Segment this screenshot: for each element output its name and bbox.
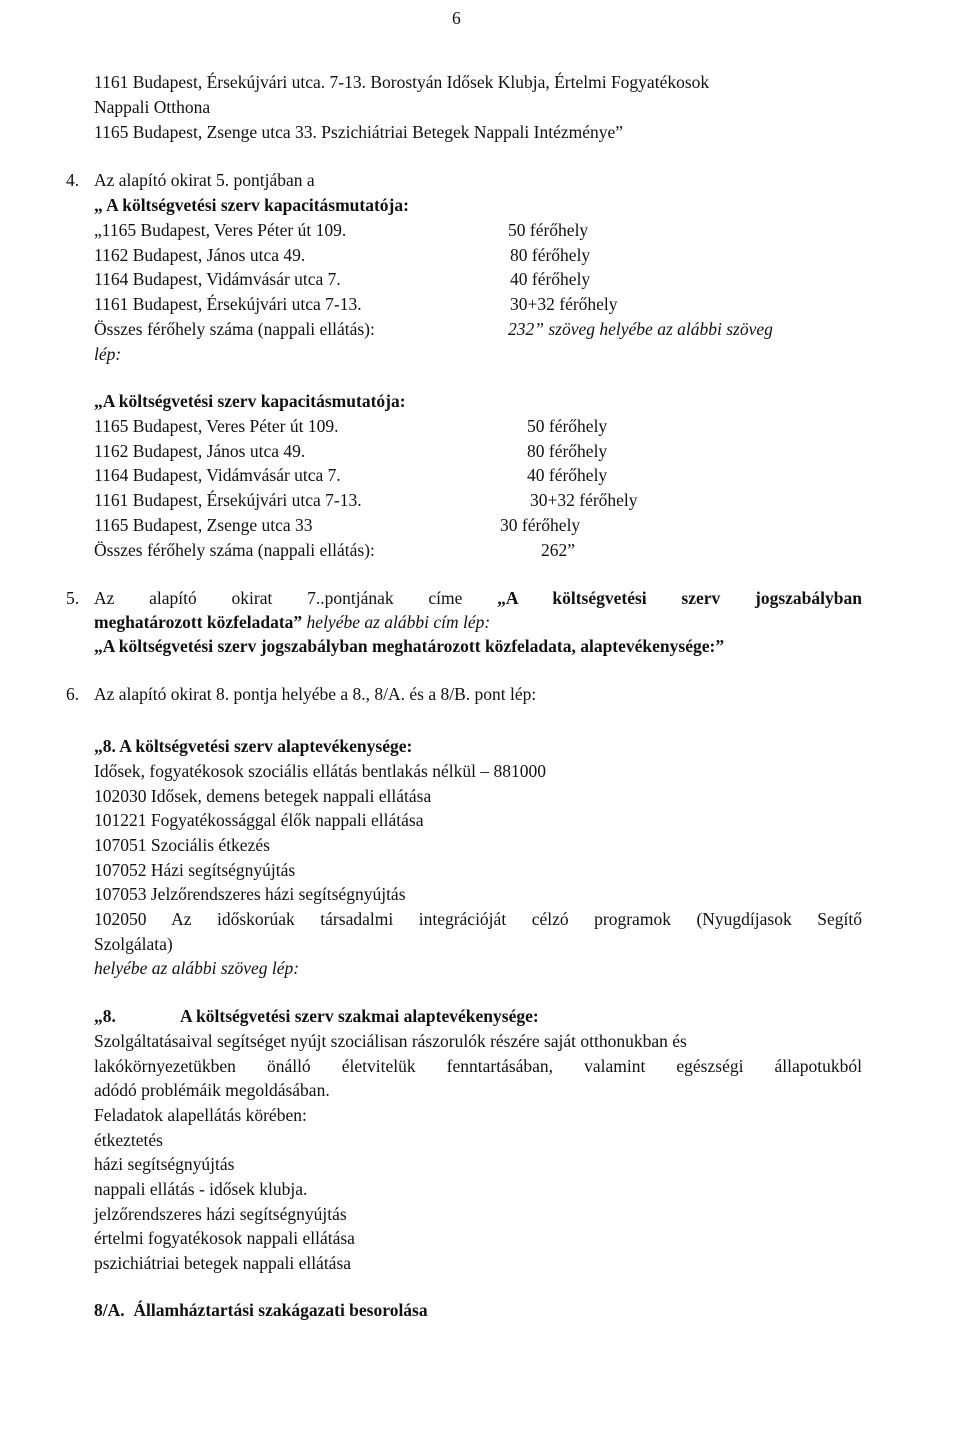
new-row-address: 1165 Budapest, Zsenge utca 33: [94, 515, 313, 535]
item5-lead: Az alapító okirat 7..pontjának címe: [94, 588, 463, 608]
task-item: pszichiátriai betegek nappali ellátása: [94, 1253, 352, 1273]
new-capacity-heading: „A költségvetési szerv kapacitásmutatója:: [94, 391, 406, 411]
new-row-address: 1165 Budapest, Veres Péter út 109.: [94, 416, 339, 436]
task-item: értelmi fogyatékosok nappali ellátása: [94, 1228, 355, 1248]
task-item: jelzőrendszeres házi segítségnyújtás: [94, 1204, 347, 1224]
item-text: Az alapító okirat 8. pontja helyébe a 8., 8/A. és a 8/B. pont lép:: [94, 684, 537, 704]
intro-line: 1161 Budapest, Érsekújvári utca. 7-13. Borostyán Idősek Klubja, Értelmi Fogyatékosok: [94, 72, 710, 92]
new-row-capacity: 30+32 férőhely: [530, 490, 638, 510]
old-activity-line: 102030 Idősek, demens betegek nappali ellátása: [94, 786, 432, 806]
intro-line: Nappali Otthona: [94, 97, 211, 117]
old-total-label: Összes férőhely száma (nappali ellátás):: [94, 319, 375, 339]
task-item: házi segítségnyújtás: [94, 1154, 235, 1174]
old-activity-line: 101221 Fogyatékossággal élők nappali ellátása: [94, 810, 424, 830]
item5-italic-tail: helyébe az alábbi cím lép:: [306, 612, 491, 632]
new-activity-heading: A költségvetési szerv szakmai alaptevékenysége:: [180, 1006, 539, 1026]
old-row-address: 1161 Budapest, Érsekújvári utca 7-13.: [94, 294, 362, 314]
old-row-capacity: 30+32 férőhely: [510, 294, 618, 314]
section-8a-heading: 8/A. Államháztartási szakágazati besorolása: [94, 1300, 428, 1320]
intro-line: 1165 Budapest, Zsenge utca 33. Pszichiátriai Betegek Nappali Intézménye”: [94, 122, 624, 142]
new-row-capacity: 30 férőhely: [500, 515, 581, 535]
new-activity-heading-number: „8.: [94, 1006, 116, 1026]
new-row-capacity: 50 férőhely: [527, 416, 608, 436]
old-activity-line: 107051 Szociális étkezés: [94, 835, 270, 855]
new-row-address: 1161 Budapest, Érsekújvári utca 7-13.: [94, 490, 362, 510]
old-row-capacity: 40 férőhely: [510, 269, 591, 289]
old-row-address: „1165 Budapest, Veres Péter út 109.: [94, 220, 347, 240]
paragraph-line: Szolgáltatásaival segítséget nyújt szociálisan rászorulók részére saját otthonukban és: [94, 1031, 687, 1051]
new-row-address: 1162 Budapest, János utca 49.: [94, 441, 306, 461]
new-total-label: Összes férőhely száma (nappali ellátás):: [94, 540, 375, 560]
task-item: nappali ellátás - idősek klubja.: [94, 1179, 308, 1199]
item5-line1: [94, 586, 862, 610]
old-activity-line: Szolgálata): [94, 934, 173, 954]
task-item: étkeztetés: [94, 1130, 163, 1150]
replace-note: helyébe az alábbi szöveg lép:: [94, 958, 300, 978]
old-row-address: 1162 Budapest, János utca 49.: [94, 245, 306, 265]
item5-bold-title-part1: „A költségvetési szerv jogszabályban: [497, 588, 862, 608]
old-activity-line: 107053 Jelzőrendszeres házi segítségnyújtás: [94, 884, 406, 904]
old-activity-line: 107052 Házi segítségnyújtás: [94, 860, 296, 880]
item-text: Az alapító okirat 5. pontjában a: [94, 170, 315, 190]
old-row-capacity: 50 férőhely: [508, 220, 589, 240]
old-total-tail: lép:: [94, 344, 122, 364]
old-total-value: 232” szöveg helyébe az alábbi szöveg: [508, 319, 773, 339]
item5-line2: [94, 610, 490, 634]
item5-bold-title-part2: meghatározott közfeladata”: [94, 612, 303, 632]
new-row-capacity: 40 férőhely: [527, 465, 608, 485]
old-capacity-heading: „ A költségvetési szerv kapacitásmutatója:: [94, 195, 409, 215]
paragraph-line: lakókörnyezetükben önálló életvitelük fenntartásában, valamint egészségi állapotukból: [94, 1056, 862, 1076]
old-activity-heading: „8. A költségvetési szerv alaptevékenysége:: [94, 736, 413, 756]
old-activity-line: 102050 Az időskorúak társadalmi integrációját célzó programok (Nyugdíjasok Segítő: [94, 909, 862, 929]
paragraph-line: adódó problémáik megoldásában.: [94, 1080, 330, 1100]
tasks-label: Feladatok alapellátás körében:: [94, 1105, 307, 1125]
item5-new-title: „A költségvetési szerv jogszabályban meghatározott közfeladata, alaptevékenysége:”: [94, 636, 725, 656]
item-number: 4.: [66, 170, 80, 190]
new-row-capacity: 80 férőhely: [527, 441, 608, 461]
old-row-capacity: 80 férőhely: [510, 245, 591, 265]
new-total-value: 262”: [541, 540, 576, 560]
page-number: 6: [452, 8, 461, 28]
item-number: 5.: [66, 588, 80, 608]
new-row-address: 1164 Budapest, Vidámvásár utca 7.: [94, 465, 341, 485]
old-row-address: 1164 Budapest, Vidámvásár utca 7.: [94, 269, 341, 289]
old-activity-line: Idősek, fogyatékosok szociális ellátás bentlakás nélkül – 881000: [94, 761, 546, 781]
item-number: 6.: [66, 684, 80, 704]
